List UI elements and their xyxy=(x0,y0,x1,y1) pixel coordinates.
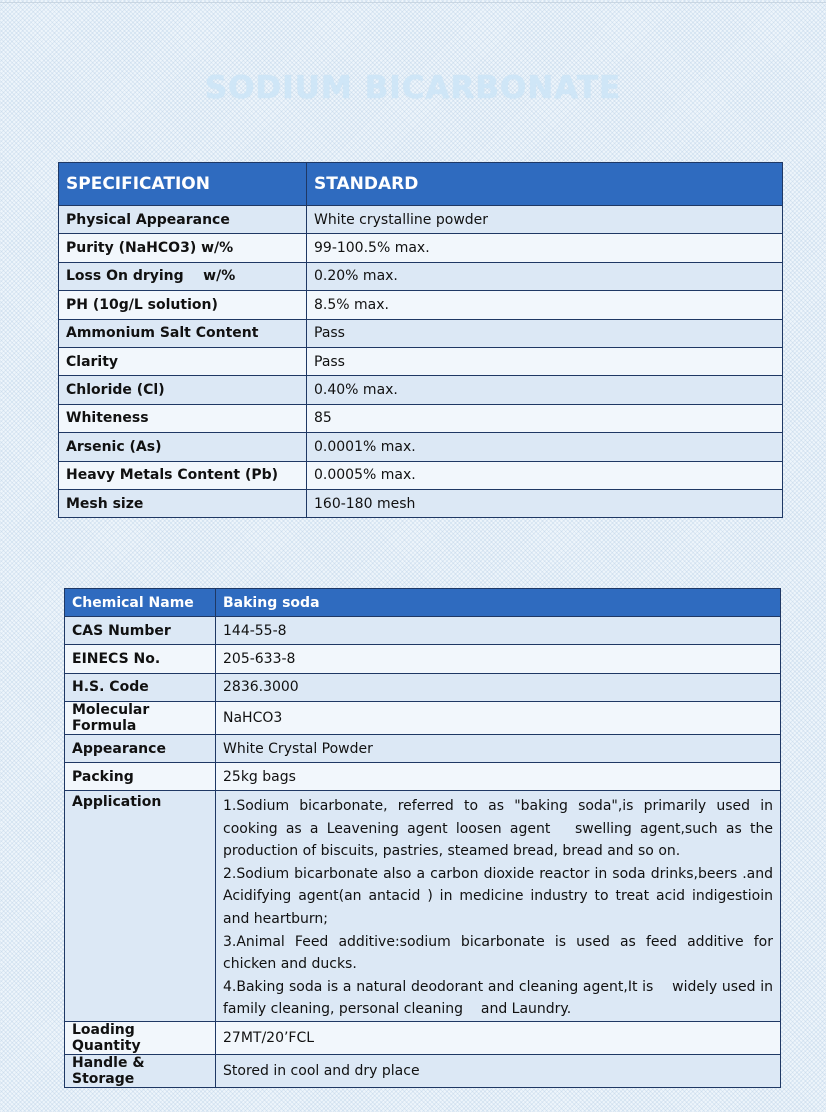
table-row xyxy=(59,319,783,347)
table-row xyxy=(65,1021,781,1054)
spec-standard: Pass xyxy=(307,347,783,375)
table-row xyxy=(65,701,781,734)
info-label: Handle & Storage xyxy=(65,1054,216,1087)
spec-name: Ammonium Salt Content xyxy=(59,319,307,347)
application-row xyxy=(65,791,781,1021)
spec-header-standard: STANDARD xyxy=(307,163,783,206)
table-row xyxy=(59,234,783,262)
product-info-table xyxy=(64,588,781,1088)
spec-standard: 0.0005% max. xyxy=(307,461,783,489)
table-row xyxy=(65,763,781,791)
info-header-row xyxy=(65,589,781,617)
spec-header-specification: SPECIFICATION xyxy=(59,163,307,206)
info-label: Molecular Formula xyxy=(65,701,216,734)
table-row xyxy=(59,291,783,319)
spec-header-row xyxy=(59,163,783,206)
info-label: Packing xyxy=(65,763,216,791)
info-label: Appearance xyxy=(65,734,216,762)
top-rule xyxy=(0,2,826,3)
info-header-label: Chemical Name xyxy=(65,589,216,617)
table-row xyxy=(59,376,783,404)
spec-standard: Pass xyxy=(307,319,783,347)
table-row xyxy=(65,1054,781,1087)
info-value: 144-55-8 xyxy=(216,617,781,645)
info-header-value: Baking soda xyxy=(216,589,781,617)
application-paragraph-4: 4.Baking soda is a natural deodorant and cleaning agent,It is widely used in family cleaning, personal cleaning and Laundry. xyxy=(223,979,773,1018)
info-value: 25kg bags xyxy=(216,763,781,791)
spec-name: Purity (NaHCO3) w/% xyxy=(59,234,307,262)
application-paragraph-1: 1.Sodium bicarbonate, referred to as "baking soda",is primarily used in cooking as a Leavening agent loosen agent swelling agent,such as the production of biscuits, pastries, steamed bread, bread and so on. xyxy=(223,798,773,859)
info-label: H.S. Code xyxy=(65,673,216,701)
table-row xyxy=(65,617,781,645)
application-text xyxy=(216,791,781,1021)
info-value: White Crystal Powder xyxy=(216,734,781,762)
info-label: CAS Number xyxy=(65,617,216,645)
table-row xyxy=(59,489,783,517)
spec-name: PH (10g/L solution) xyxy=(59,291,307,319)
info-value: 2836.3000 xyxy=(216,673,781,701)
spec-name: Whiteness xyxy=(59,404,307,432)
info-value: NaHCO3 xyxy=(216,701,781,734)
spec-name: Loss On drying w/% xyxy=(59,262,307,290)
table-row xyxy=(59,262,783,290)
page-title: SODIUM BICARBONATE xyxy=(204,70,622,106)
table-row xyxy=(59,433,783,461)
table-row xyxy=(65,734,781,762)
spec-name: Physical Appearance xyxy=(59,206,307,234)
table-row xyxy=(65,645,781,673)
spec-standard: 99-100.5% max. xyxy=(307,234,783,262)
info-label: Loading Quantity xyxy=(65,1021,216,1054)
spec-name: Heavy Metals Content (Pb) xyxy=(59,461,307,489)
spec-name: Arsenic (As) xyxy=(59,433,307,461)
info-value: Stored in cool and dry place xyxy=(216,1054,781,1087)
spec-name: Chloride (Cl) xyxy=(59,376,307,404)
spec-name: Clarity xyxy=(59,347,307,375)
specification-table xyxy=(58,162,783,518)
spec-name: Mesh size xyxy=(59,489,307,517)
application-paragraph-3: 3.Animal Feed additive:sodium bicarbonate is used as feed additive for chicken and ducks. xyxy=(223,933,773,972)
table-row xyxy=(65,673,781,701)
application-paragraph-2: 2.Sodium bicarbonate also a carbon dioxide reactor in soda drinks,beers .and Acidifying agent(an antacid ) in medicine industry to treat acid indigestioin and heartburn; xyxy=(223,866,773,927)
application-label: Application xyxy=(65,791,216,1021)
table-row xyxy=(59,206,783,234)
table-row xyxy=(59,404,783,432)
info-label: EINECS No. xyxy=(65,645,216,673)
spec-standard: 0.0001% max. xyxy=(307,433,783,461)
table-row xyxy=(59,347,783,375)
spec-standard: 85 xyxy=(307,404,783,432)
spec-standard: 0.20% max. xyxy=(307,262,783,290)
spec-standard: 0.40% max. xyxy=(307,376,783,404)
info-value: 205-633-8 xyxy=(216,645,781,673)
spec-standard: White crystalline powder xyxy=(307,206,783,234)
spec-standard: 160-180 mesh xyxy=(307,489,783,517)
table-row xyxy=(59,461,783,489)
info-value: 27MT/20’FCL xyxy=(216,1021,781,1054)
spec-standard: 8.5% max. xyxy=(307,291,783,319)
